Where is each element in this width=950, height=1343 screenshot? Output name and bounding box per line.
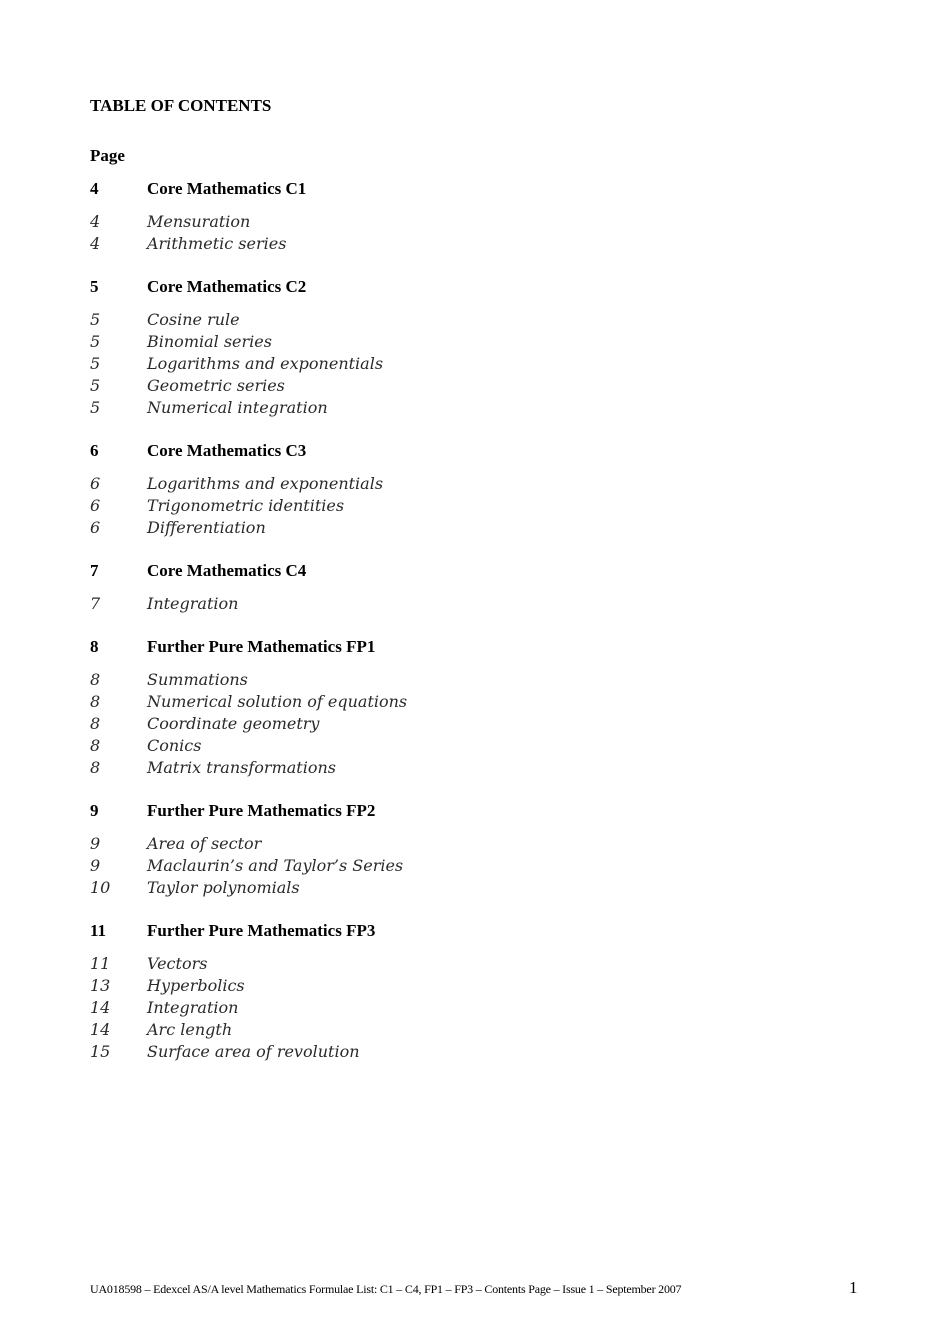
page-column-label: Page — [90, 146, 125, 165]
toc-entry[interactable] — [90, 473, 890, 495]
entry-title: Differentiation — [147, 518, 266, 537]
entry-page-number: 14 — [90, 1020, 111, 1039]
entry-page-number: 6 — [90, 518, 101, 537]
entry-title: Mensuration — [147, 212, 251, 231]
entry-page-number: 14 — [90, 998, 111, 1017]
section-title: Core Mathematics C2 — [147, 277, 307, 296]
entry-title: Geometric series — [147, 376, 285, 395]
entry-page-number: 8 — [90, 692, 101, 711]
toc-section — [90, 800, 890, 899]
entry-title: Integration — [147, 998, 239, 1017]
section-page-number: 9 — [90, 801, 99, 820]
section-heading[interactable] — [90, 276, 890, 298]
toc-entry[interactable] — [90, 353, 890, 375]
toc-entry[interactable] — [90, 233, 890, 255]
toc-entry[interactable] — [90, 331, 890, 353]
entry-page-number: 8 — [90, 714, 101, 733]
entry-title: Trigonometric identities — [147, 496, 345, 515]
section-page-number: 8 — [90, 637, 99, 656]
entry-title: Maclaurin’s and Taylor’s Series — [147, 856, 404, 875]
toc-entry[interactable] — [90, 997, 890, 1019]
toc-section — [90, 440, 890, 539]
entry-title: Vectors — [147, 954, 208, 973]
toc-section — [90, 276, 890, 419]
entry-title: Coordinate geometry — [147, 714, 320, 733]
entry-title: Area of sector — [147, 834, 262, 853]
toc-entry[interactable] — [90, 309, 890, 331]
entry-page-number: 10 — [90, 878, 111, 897]
entry-page-number: 9 — [90, 856, 101, 875]
entry-page-number: 13 — [90, 976, 111, 995]
entry-page-number: 5 — [90, 376, 101, 395]
entry-title: Matrix transformations — [147, 758, 336, 777]
toc-entry[interactable] — [90, 1019, 890, 1041]
entry-title: Binomial series — [147, 332, 272, 351]
toc-section — [90, 560, 890, 615]
entry-page-number: 5 — [90, 332, 101, 351]
section-items — [90, 669, 890, 779]
entry-page-number: 11 — [90, 954, 111, 973]
section-items — [90, 593, 890, 615]
section-page-number: 5 — [90, 277, 99, 296]
section-heading[interactable] — [90, 560, 890, 582]
entry-page-number: 8 — [90, 670, 101, 689]
toc-entry[interactable] — [90, 975, 890, 997]
toc-entry[interactable] — [90, 1041, 890, 1063]
toc-entry[interactable] — [90, 211, 890, 233]
toc-entry[interactable] — [90, 495, 890, 517]
toc-section — [90, 920, 890, 1063]
section-title: Core Mathematics C3 — [147, 441, 307, 460]
section-items — [90, 833, 890, 899]
entry-page-number: 5 — [90, 398, 101, 417]
entry-page-number: 5 — [90, 354, 101, 373]
entry-title: Arc length — [147, 1020, 233, 1039]
section-heading[interactable] — [90, 920, 890, 942]
entry-title: Hyperbolics — [147, 976, 245, 995]
entry-page-number: 4 — [90, 234, 101, 253]
section-items — [90, 473, 890, 539]
toc-entry[interactable] — [90, 735, 890, 757]
entry-title: Taylor polynomials — [147, 878, 300, 897]
toc-section — [90, 636, 890, 779]
entry-title: Arithmetic series — [147, 234, 287, 253]
section-items — [90, 211, 890, 255]
toc-entry[interactable] — [90, 517, 890, 539]
section-items — [90, 953, 890, 1063]
entry-title: Surface area of revolution — [147, 1042, 360, 1061]
entry-page-number: 6 — [90, 474, 101, 493]
table-of-contents — [90, 178, 890, 1063]
entry-page-number: 5 — [90, 310, 101, 329]
entry-title: Numerical solution of equations — [147, 692, 408, 711]
toc-entry[interactable] — [90, 855, 890, 877]
section-heading[interactable] — [90, 178, 890, 200]
toc-entry[interactable] — [90, 757, 890, 779]
entry-page-number: 4 — [90, 212, 101, 231]
document-title: TABLE OF CONTENTS — [90, 96, 272, 115]
entry-title: Numerical integration — [147, 398, 328, 417]
section-title: Core Mathematics C1 — [147, 179, 307, 198]
toc-entry[interactable] — [90, 691, 890, 713]
section-heading[interactable] — [90, 440, 890, 462]
section-page-number: 6 — [90, 441, 99, 460]
entry-page-number: 9 — [90, 834, 101, 853]
section-heading[interactable] — [90, 636, 890, 658]
page-number: 1 — [849, 1278, 858, 1297]
entry-page-number: 15 — [90, 1042, 111, 1061]
toc-entry[interactable] — [90, 669, 890, 691]
section-items — [90, 309, 890, 419]
toc-entry[interactable] — [90, 397, 890, 419]
toc-entry[interactable] — [90, 877, 890, 899]
entry-title: Integration — [147, 594, 239, 613]
section-title: Core Mathematics C4 — [147, 561, 307, 580]
toc-entry[interactable] — [90, 375, 890, 397]
entry-page-number: 8 — [90, 736, 101, 755]
toc-entry[interactable] — [90, 593, 890, 615]
entry-title: Logarithms and exponentials — [147, 474, 384, 493]
section-title: Further Pure Mathematics FP3 — [147, 921, 376, 940]
entry-title: Summations — [147, 670, 248, 689]
toc-entry[interactable] — [90, 953, 890, 975]
toc-entry[interactable] — [90, 713, 890, 735]
entry-title: Logarithms and exponentials — [147, 354, 384, 373]
section-title: Further Pure Mathematics FP2 — [147, 801, 376, 820]
section-page-number: 11 — [90, 921, 107, 940]
entry-page-number: 6 — [90, 496, 101, 515]
entry-page-number: 8 — [90, 758, 101, 777]
section-title: Further Pure Mathematics FP1 — [147, 637, 376, 656]
toc-section — [90, 178, 890, 255]
toc-entry[interactable] — [90, 833, 890, 855]
entry-title: Conics — [147, 736, 202, 755]
entry-page-number: 7 — [90, 594, 101, 613]
entry-title: Cosine rule — [147, 310, 240, 329]
section-page-number: 4 — [90, 179, 99, 198]
footer-text: UA018598 – Edexcel AS/A level Mathematics Formulae List: C1 – C4, FP1 – FP3 – Contents Page – Issue 1 – September 2007 — [90, 1282, 682, 1296]
section-heading[interactable] — [90, 800, 890, 822]
section-page-number: 7 — [90, 561, 99, 580]
